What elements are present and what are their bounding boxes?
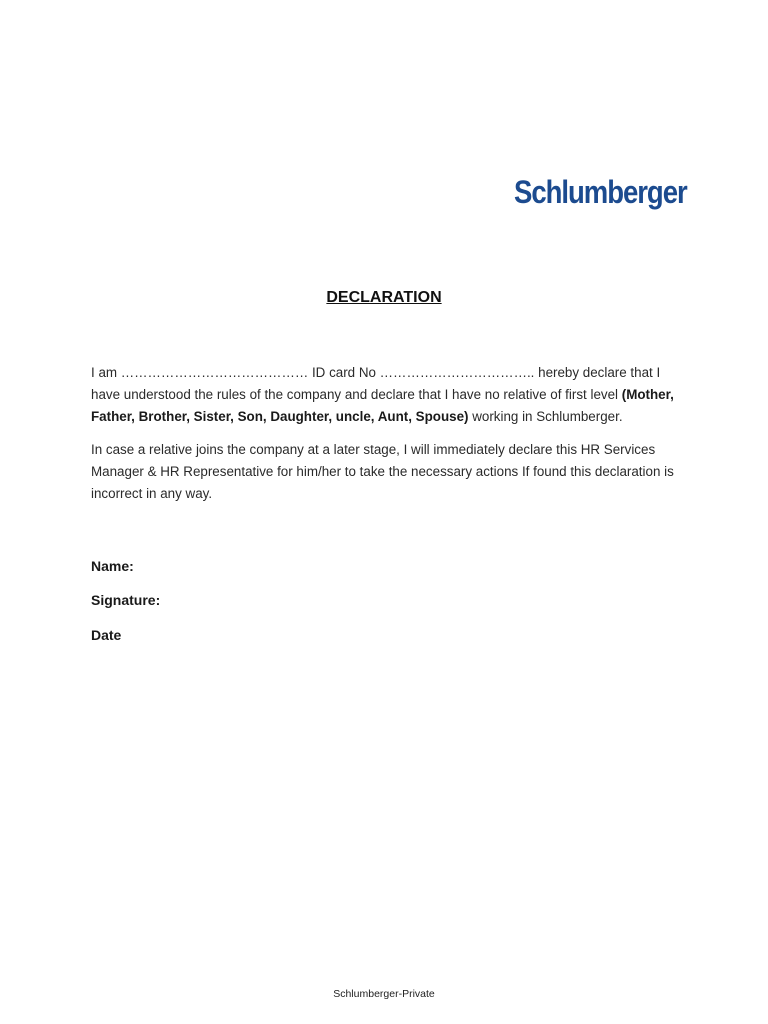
relative-joining-paragraph: In case a relative joins the company at a later stage, I will immediately declare this HR Services Manager & HR Representative for him/her to take the necessary actions If found this declaration is incorrect in any way. — [91, 442, 674, 501]
signature-label: Signature: — [91, 592, 161, 608]
relatives-list: (Mother, Father, Brother, Sister, Son, Daughter, uncle, Aunt, Spouse) — [91, 387, 674, 424]
declaration-outro-text: working in Schlumberger. — [468, 409, 623, 424]
name-label: Name: — [91, 558, 134, 574]
schlumberger-logo: Schlumberger — [514, 174, 687, 210]
footer-classification: Schlumberger-Private — [333, 988, 435, 1000]
date-label: Date — [91, 627, 122, 643]
declaration-intro-text: I am …………………………………… ID card No …………………………….. hereby declare that I have understood the rules of the company and declare that I have no relative of first level — [91, 365, 661, 402]
document-title: DECLARATION — [326, 289, 442, 306]
declaration-paragraph — [91, 362, 681, 428]
